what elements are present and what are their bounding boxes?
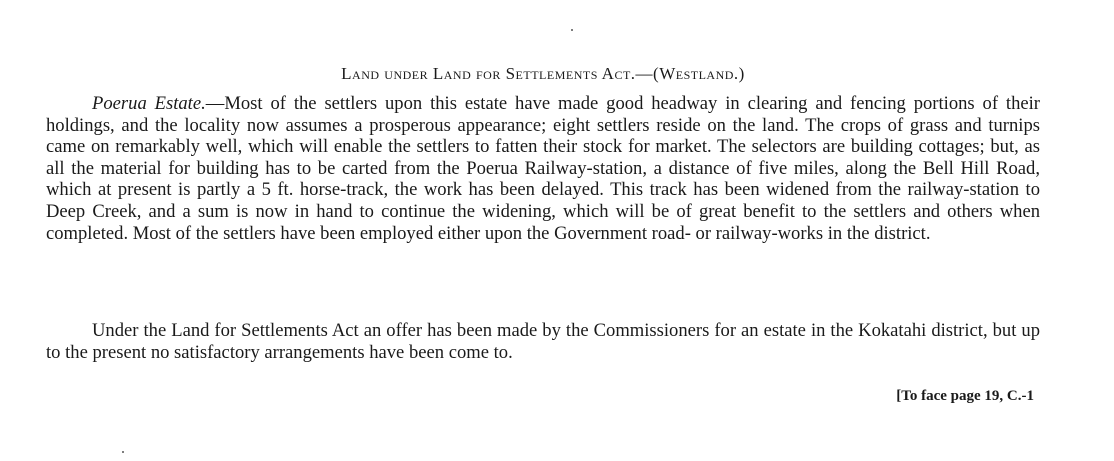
document-page xyxy=(46,0,1040,461)
paragraph-poerua-estate xyxy=(46,93,1040,244)
paragraph-kokatahi xyxy=(46,320,1040,363)
paragraph-text: —Most of the settlers upon this estate have made good headway in clearing and fencing portions of their holdings, and the locality now assumes a prosperous appearance; eight settlers reside on the land. The crops of grass and turnips came on remarkably well, which will enable the settlers to fatten their stock for market. The selectors are building cottages; but, as all the material for building has to be carted from the Poerua Railway-station, a distance of five miles, along the Bell Hill Road, which at present is partly a 5 ft. horse-track, the work has been delayed. This track has been widened from the railway-station to Deep Creek, and a sum is now in hand to continue the widening, which will be of great benefit to the settlers and others when completed. Most of the settlers have been employed either upon the Government road- or railway-works in the district. xyxy=(46,93,1040,244)
page-footer-note: [To face page 19, C.-1 xyxy=(896,388,1034,404)
paragraph-text: Under the Land for Settlements Act an offer has been made by the Commissioners for an estate in the Kokatahi district, but up to the present no satisfactory arrangements have been come to. xyxy=(46,320,1040,363)
paragraph-lead: Poerua Estate. xyxy=(92,93,206,114)
section-heading: Land under Land for Settlements Act.—(Westland.) xyxy=(341,64,745,83)
